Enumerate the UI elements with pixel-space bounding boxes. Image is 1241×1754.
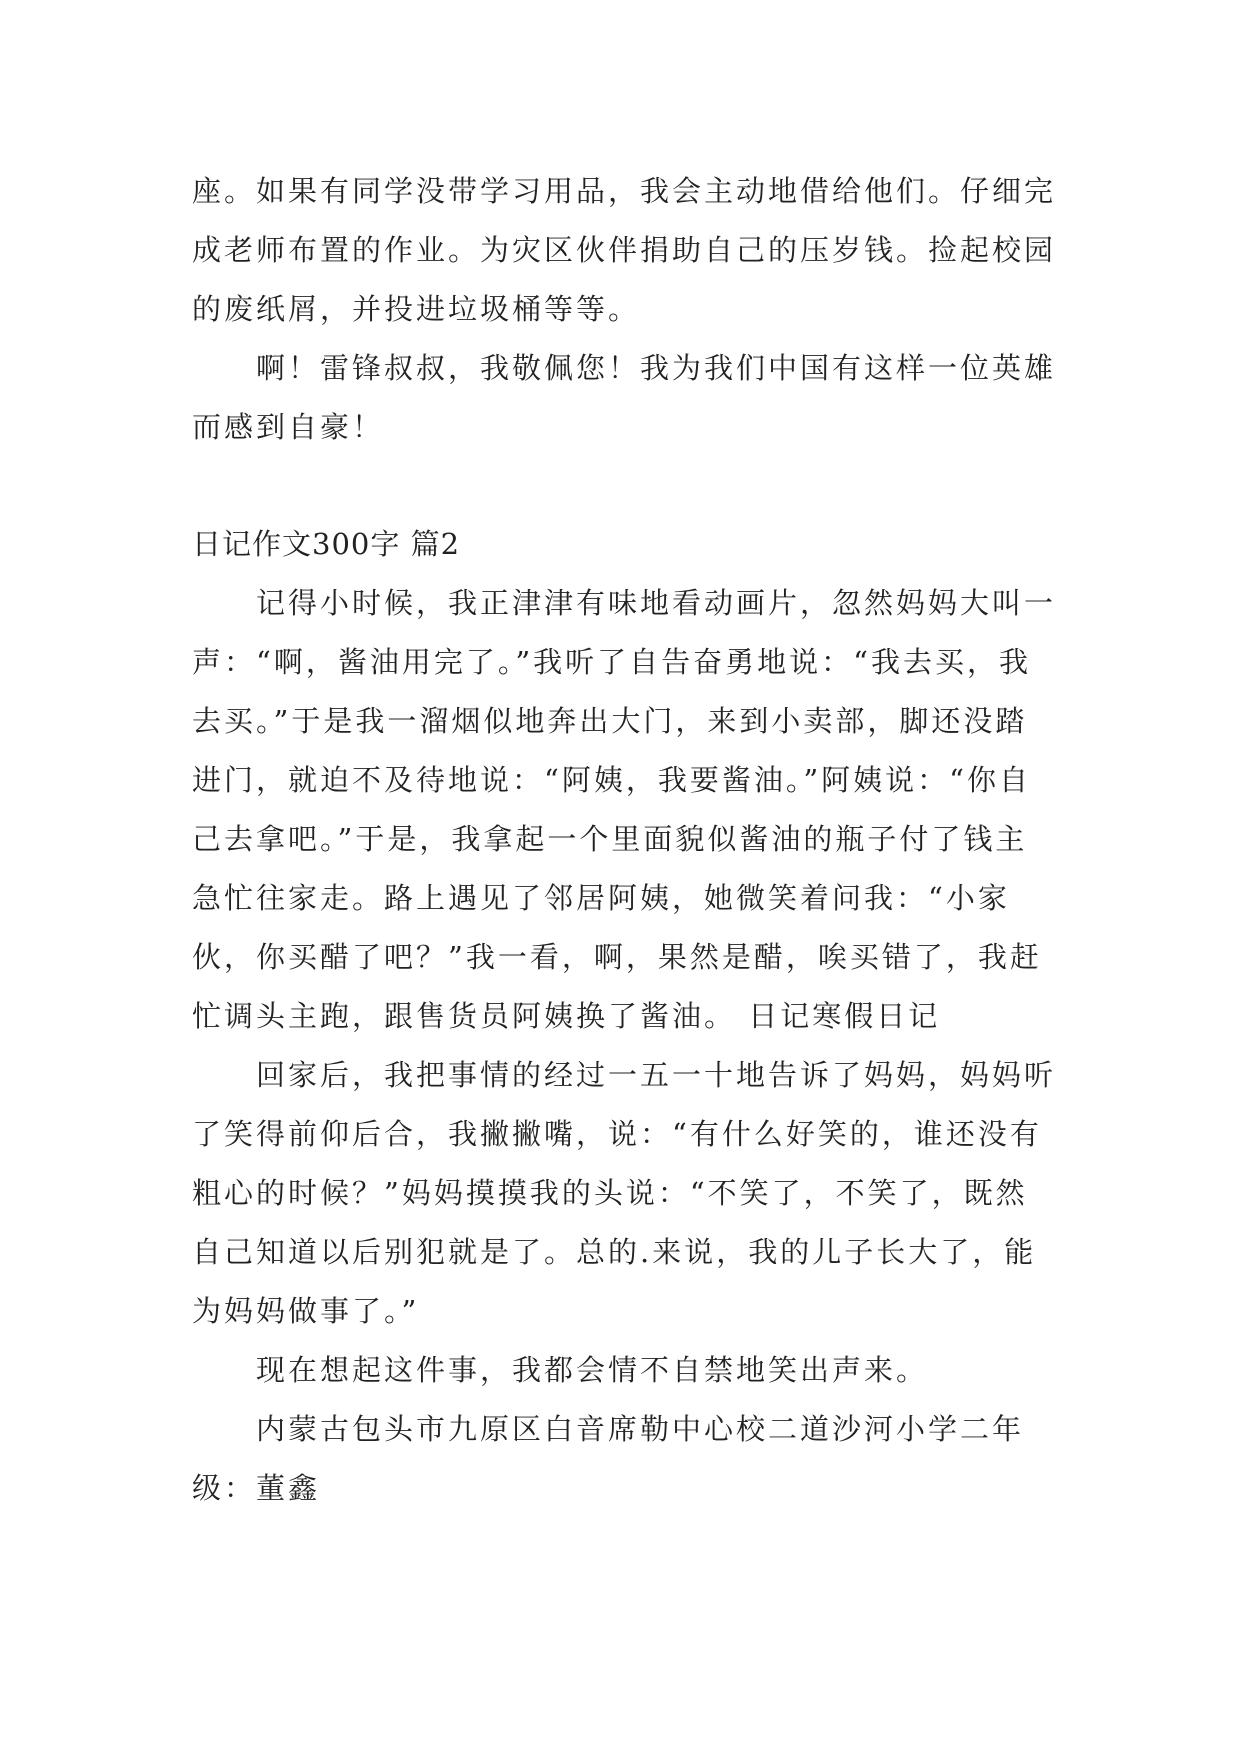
paragraph-story: 记得小时候，我正津津有味地看动画片，忽然妈妈大叫一声：“啊，酱油用完了。”我听了自告奋勇地说：“我去买，我去买。”于是我一溜烟似地奔出大门，来到小卖部，脚还没踏进门，就迫不及待地说：“阿姨，我要酱油。”阿姨说：“你自己去拿吧。”于是，我拿起一个里面貌似酱油的瓶子付了钱主急忙往家走。路上遇见了邻居阿姨，她微笑着问我：“小家伙，你买醋了吧？”我一看，啊，果然是醋，唉买错了，我赶忙调头主跑，跟售货员阿姨换了酱油。 日记寒假日记 [192, 586, 1057, 1033]
paragraph-admiration: 啊！雷锋叔叔，我敬佩您！我为我们中国有这样一位英雄而感到自豪！ [192, 351, 1057, 444]
paragraph-reflection: 现在想起这件事，我都会情不自禁地笑出声来。 [256, 1353, 929, 1387]
paragraph-home: 回家后，我把事情的经过一五一十地告诉了妈妈，妈妈听了笑得前仰后合，我撇撇嘴，说：“有什么好笑的，谁还没有粗心的时候？”妈妈摸摸我的头说：“不笑了，不笑了，既然自己知道以后别犯就是了。总的.来说，我的儿子长大了，能为妈妈做事了。” [192, 1058, 1057, 1328]
paragraph-continued: 座。如果有同学没带学习用品，我会主动地借给他们。仔细完成老师布置的作业。为灾区伙伴捐助自己的压岁钱。捡起校园的废纸屑，并投进垃圾桶等等。 [192, 174, 1057, 326]
paragraph-author: 内蒙古包头市九原区白音席勒中心校二道沙河小学二年级：董鑫 [192, 1412, 1025, 1505]
section-heading: 日记作文300字 篇2 [192, 527, 461, 561]
document-body [192, 162, 1058, 1518]
